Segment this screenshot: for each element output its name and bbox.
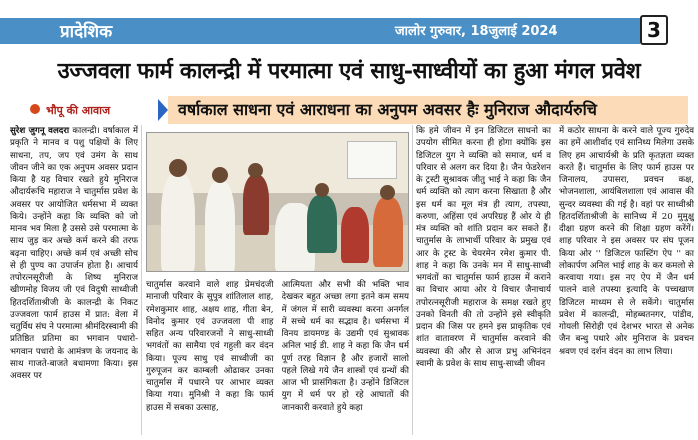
article-headline: उज्जवला फार्म कालन्द्री में परमात्मा एवं साधु-साध्वीयों का हुआ मंगल प्रवेश <box>57 58 641 84</box>
article-middle-columns <box>146 279 409 435</box>
edition-dateline: जालोर गुरुवार, 18जुलाई 2024 <box>395 24 558 39</box>
article-column-3: आत्मियता और सभी की भक्ति भाव देखकर बहुत अच्छा लगा इतने कम समय में जंगल में सारी व्यवस्था करना अनर्गल में सच्चे धर्म का सद्भाव है। धर्मसभा में विनय डायमण्ड के उद्यमी एवं सुश्रावक अनिल भाई डी. शाह ने कहा कि जैन धर्म पूर्ण तरह विज्ञान है और हजारों सालो पहले लिखे गये जैन शास्त्रों एवं ग्रन्थों की आज भी प्रासंगिकता है। उन्होंने डिजिटल युग में धर्म पर हो रहे आघातों की जानकारी करवाते हुये कहा <box>281 280 409 413</box>
article-column-1-text: कालन्द्री। वर्षाकाल में प्रकृति ने मानव व पशु पक्षियों के लिए साधना, तप, जप एवं उमंग के साथ जीवन जीने का एक अनुपम अवसर प्रदान किया है यह विचार रखते हुये मुनिराज औदार्यरूचि महाराज ने चातुर्मास प्रवेश के अवसर पर आयोजित धर्मसभा में व्यक्त किये। उन्होंने कहा कि व्यक्ति को जो मानव भव मिला है उससे उसे परमात्मा के साथ जुड़ कर अच्छे कर्म करने की तरफ बढ़ना चाहिए। अच्छे कर्म एवं अच्छी सोच से ही पुण्य का उपार्जन होता है। आचार्य तपोरत्नसूरीजी के शिष्य मुनिराज खीणमोह विजय जी एवं विदुषी साध्वीजी हितदर्शिताश्रीजी के कालन्द्री के निकट उज्जवला फार्म हाउस में प्रात: वेला में चतुर्विध संघ ने परमात्मा श्रीमंदिरस्वामी की प्रतिष्ठित प्रतिमा का भगवान पधारो-भगवान पधारो के आमंत्रण के जयनाद के साथ गाजते-बाजते बधामणा किया। इस अवसर पर <box>10 126 138 381</box>
article-column-2: चातुर्मास करवाने वाले शाह प्रेमचंदजी मानाजी परिवार के सुपुत्र शांतिलाल शाह, रमेशकुमार शाह, अक्षय शाह, गीता बेन, विनोद कुमार एवं उज्जवला पी शाह सहित अन्य परिवारजनों ने साधु-साध्वी भगवंतों का सामैया एवं गहुली कर वंदन किया। पूज्य साधु एवं साध्वीजी का गुरुपूजन कर काम्बली ओढाकर उनका चातुर्मास में पधारने पर आभार व्यक्त किया गया। मुनिश्री ने कहा कि फार्म हाउस में सबका उत्साह, <box>146 280 274 413</box>
column-divider <box>141 125 142 435</box>
article-column-4: कि हमे जीवन में इन डिजिटल साधनो का उपयोग सीमित करना ही होगा क्योंकि इस डिजिटल युग ने व्यक्ति को समाज, धर्म व परिवार से अलग कर दिया है। जैन फेडरेशन के ट्रस्टी सुश्रावक जीतु भाई ने कहा कि जैन धर्म व्यक्ति को त्याग करना सिखाता है और इस धर्म का मूल मंत्र ही त्याग, तपस्या, करुणा, अहिंसा एवं अपरिग्रह हैं ओर ये ही मंत्र व्यक्ति को शांति प्रदान कर सकते हैं। चातुर्मास के लाभार्थी परिवार के प्रमुख एवं आर के ट्रस्ट के चेयरमेन रमेश कुमार पी. शाह ने कहा कि उनके मन में साधु-साध्वी भगवंतों का चातुर्मास फार्म हाउस में कराने का विचार आया ओर ये विचार जैनाचार्य तपोरत्नसूरीजी महाराज के समक्ष रखते हुए उनको विनती की तो उन्होंने इसे स्वीकृति प्रदान की जिस पर हमने इस प्राकृतिक एवं शांत वातावरण में चातुर्मास करवाने की व्यवस्था की और से आज प्रभु अभिनंदन स्वामी के प्रवेश के साथ साधु-साध्वी जीवन <box>416 126 551 369</box>
article-photo <box>146 132 409 272</box>
reporter-name: सुरेश जुगनू वलदरा <box>10 126 70 136</box>
page-number: 3 <box>647 18 661 42</box>
article-column-1 <box>10 125 138 433</box>
article-column-5: में कठोर साधना के करने वाले पूज्य गुरुदेव का हमें आशीर्वाद एवं सानिध्य मिलेगा उसके लिए हम आचार्यश्री के प्रति कृतज्ञता व्यक्त करते हैं। चातुर्मास के लिए फार्म हाउस पर जिनालय, उपासरा, प्रवचन कक्ष, भोजनशाला, आयंबिलशाला एवं आवास की सुन्दर व्यवस्था की गई है। वहां पर साध्वीश्री हितदर्शिताश्रीजी के सानिध्य में 20 मुमुक्षु दीक्षा ग्रहण करने की शिक्षा ग्रहण करेंगें। शाह परिवार ने इस अवसर पर संघ पूजन किया ओर '' डिजिटल फास्टिंग ऐप '' का लोकार्पण अनिल भाई शाह के कर कमलो से करवाया गया। इस नए ऐप में जैन धर्म पालने वाले तपस्या इत्यादि के पच्चखाण डिजिटल माध्यम से ले सकेंगे। चातुर्मास प्रवेश में कालन्द्री, मोहब्बतनगर, पांडीव, गोयली सिरोही एवं देशभर भारत से अनेक जैन बन्धु पधारे ओर मुनिराज के प्रवचन श्रवण एवं दर्शन वंदन का लाभ लिया। <box>559 126 694 357</box>
section-title: प्रादेशिक <box>60 22 113 42</box>
page-header <box>0 0 698 44</box>
subheadline-marker-icon <box>158 99 168 121</box>
column-divider <box>412 125 413 435</box>
byline <box>12 102 152 120</box>
article-right-columns <box>416 125 694 435</box>
byline-text: भौपू की आवाज <box>46 104 111 117</box>
page-number-box <box>640 15 668 45</box>
article-subheadline: वर्षाकाल साधना एवं आराधना का अनुपम अवसर हैः मुनिराज औदार्यरुचि <box>168 96 688 124</box>
